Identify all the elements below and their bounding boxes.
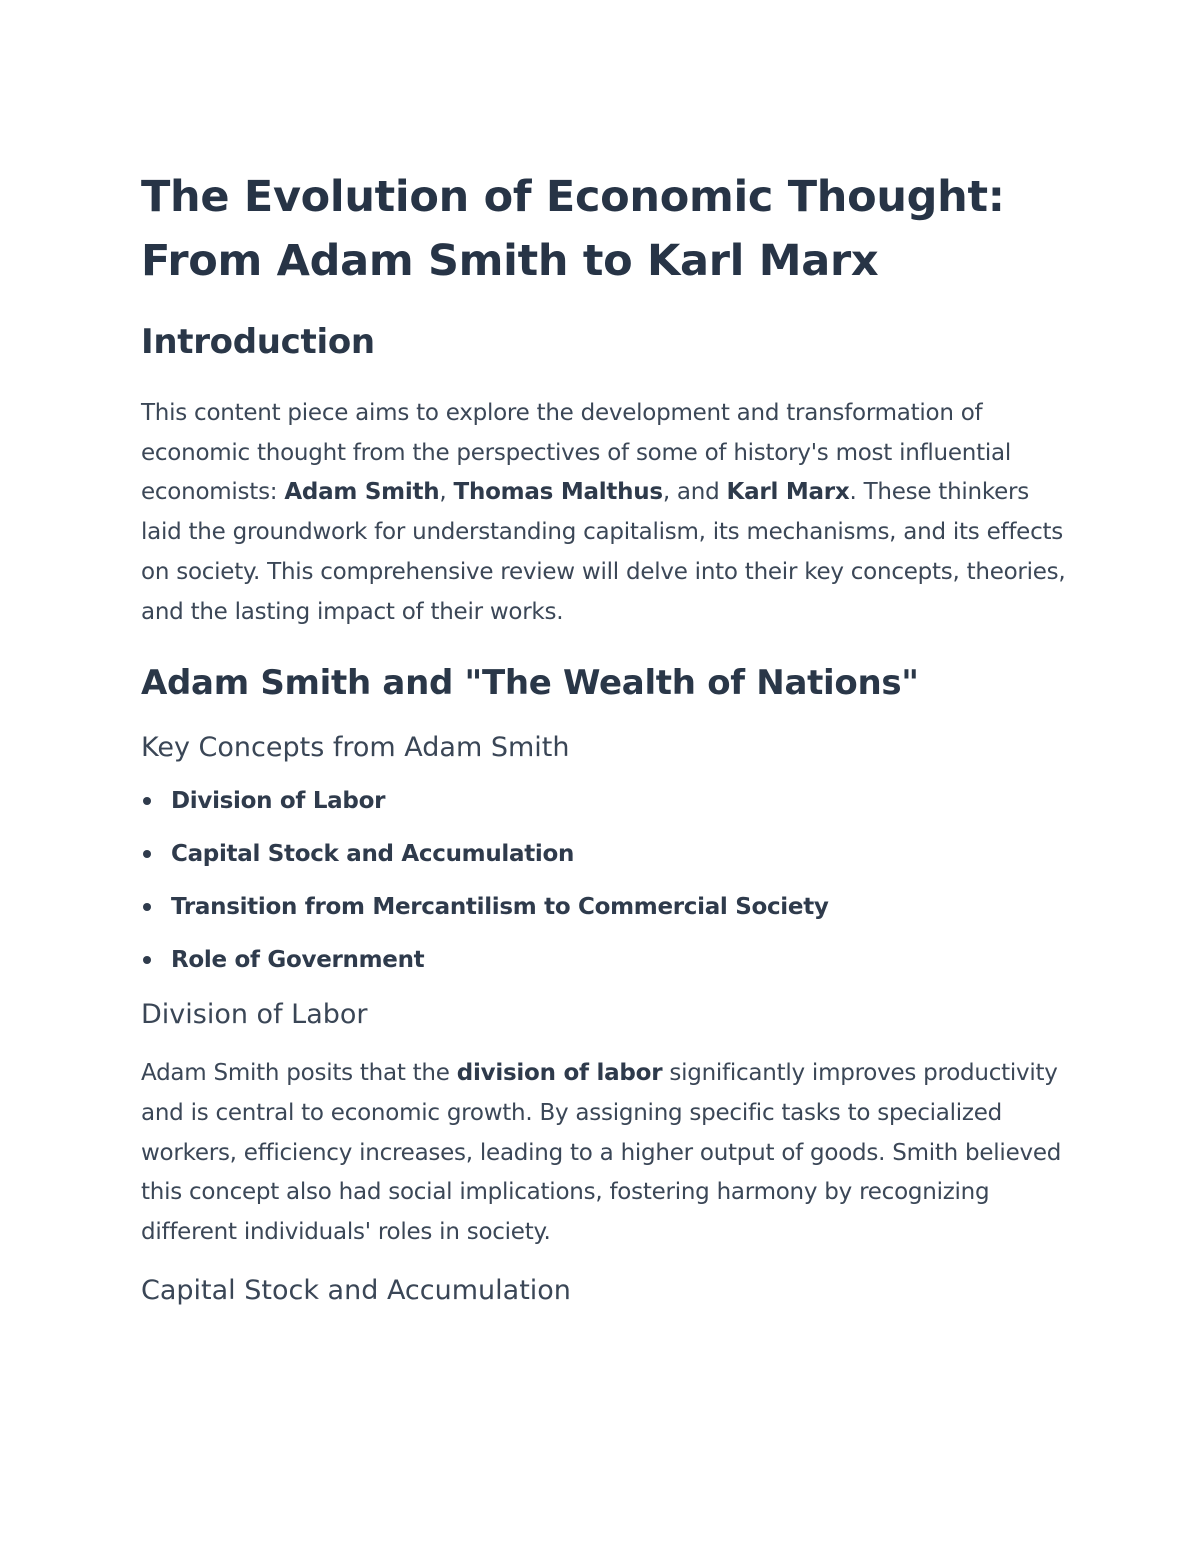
list-item bbox=[141, 786, 1071, 816]
dol-text-2: significantly improves productivity and is central to economic growth. By assigning specific tasks to specialized workers, efficiency increases, leading to a higher output of goods. Smith believed this concept also had social implications, fostering harmony by recognizing different individuals' roles in society. bbox=[141, 1060, 1062, 1246]
intro-text-1: This content piece aims to explore the development and transformation of economic thought from the perspectives of some of history's most influential economists: bbox=[141, 400, 1012, 506]
intro-sep-1: , bbox=[439, 479, 454, 506]
list-item-label: Transition from Mercantilism to Commercial Society bbox=[171, 894, 829, 921]
dol-text-1: Adam Smith posits that the bbox=[141, 1060, 457, 1087]
list-item bbox=[141, 892, 1071, 922]
bullet-icon bbox=[143, 903, 151, 911]
introduction-paragraph bbox=[141, 394, 1071, 632]
bullet-icon bbox=[143, 956, 151, 964]
division-of-labor-heading: Division of Labor bbox=[141, 999, 368, 1031]
dol-bold-term: division of labor bbox=[456, 1060, 663, 1087]
title-line-1: The Evolution of Economic Thought: bbox=[141, 172, 1005, 222]
list-item bbox=[141, 945, 1071, 975]
document-title bbox=[141, 165, 1071, 293]
list-item-label: Division of Labor bbox=[171, 788, 386, 815]
list-item-label: Role of Government bbox=[171, 947, 425, 974]
bullet-icon bbox=[143, 797, 151, 805]
introduction-heading: Introduction bbox=[141, 322, 375, 362]
key-concepts-list bbox=[141, 786, 1071, 975]
adam-smith-heading: Adam Smith and "The Wealth of Nations" bbox=[141, 663, 919, 704]
key-concepts-heading: Key Concepts from Adam Smith bbox=[141, 732, 570, 764]
division-of-labor-paragraph bbox=[141, 1054, 1071, 1253]
bullet-icon bbox=[143, 850, 151, 858]
list-item-label: Capital Stock and Accumulation bbox=[171, 841, 575, 868]
capital-stock-heading: Capital Stock and Accumulation bbox=[141, 1274, 571, 1306]
intro-name-adam-smith: Adam Smith bbox=[284, 479, 440, 506]
intro-name-thomas-malthus: Thomas Malthus bbox=[453, 479, 663, 506]
title-line-2: From Adam Smith to Karl Marx bbox=[141, 236, 879, 286]
intro-name-karl-marx: Karl Marx bbox=[726, 479, 850, 506]
intro-text-2: . These thinkers laid the groundwork for understanding capitalism, its mechanisms, and its effects on society. This comprehensive review will delve into their key concepts, theories, and the lasting impact of their works. bbox=[141, 479, 1066, 625]
intro-sep-2: , and bbox=[662, 479, 727, 506]
list-item bbox=[141, 839, 1071, 869]
document-page bbox=[141, 165, 1071, 1311]
